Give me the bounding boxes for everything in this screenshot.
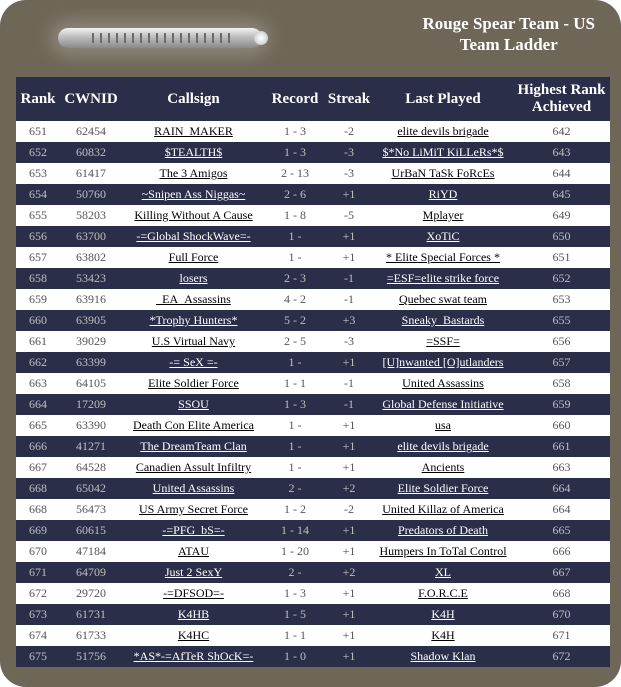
cwnid-cell: 63802 bbox=[60, 247, 122, 268]
record-cell: 1 - 1 bbox=[265, 625, 325, 646]
callsign-link[interactable]: -=Global ShockWave=- bbox=[136, 229, 251, 243]
last-played-link[interactable]: Shadow Klan bbox=[410, 649, 476, 663]
callsign-link[interactable]: Killing Without A Cause bbox=[134, 208, 253, 222]
cwnid-cell: 47184 bbox=[60, 541, 122, 562]
cwnid-cell: 61417 bbox=[60, 163, 122, 184]
table-row bbox=[16, 121, 610, 142]
highest-rank-cell: 650 bbox=[513, 226, 610, 247]
table-row bbox=[16, 289, 610, 310]
cwnid-cell: 29720 bbox=[60, 583, 122, 604]
record-cell: 1 - 5 bbox=[265, 604, 325, 625]
callsign-link[interactable]: *AS*-=AfTeR ShOcK=- bbox=[133, 649, 254, 663]
last-played-cell bbox=[373, 289, 513, 310]
highest-rank-cell: 672 bbox=[513, 646, 610, 667]
last-played-cell bbox=[373, 625, 513, 646]
callsign-link[interactable]: US Army Secret Force bbox=[139, 502, 248, 516]
streak-cell: +1 bbox=[325, 415, 373, 436]
table-row bbox=[16, 436, 610, 457]
last-played-cell bbox=[373, 415, 513, 436]
callsign-cell bbox=[122, 142, 265, 163]
table-row bbox=[16, 646, 610, 667]
table-row bbox=[16, 268, 610, 289]
last-played-link[interactable]: United Killaz of America bbox=[382, 502, 504, 516]
callsign-link[interactable]: losers bbox=[179, 271, 208, 285]
record-cell: 4 - 2 bbox=[265, 289, 325, 310]
callsign-cell bbox=[122, 583, 265, 604]
rank-cell: 659 bbox=[16, 289, 60, 310]
rank-cell: 660 bbox=[16, 310, 60, 331]
column-header-cwnid: CWNID bbox=[60, 77, 122, 121]
rank-cell: 671 bbox=[16, 562, 60, 583]
cwnid-cell: 56473 bbox=[60, 499, 122, 520]
column-header-last-played: Last Played bbox=[373, 77, 513, 121]
callsign-cell bbox=[122, 121, 265, 142]
streak-cell: -1 bbox=[325, 373, 373, 394]
cwnid-cell: 60832 bbox=[60, 142, 122, 163]
record-cell: 1 - 2 bbox=[265, 499, 325, 520]
table-row bbox=[16, 625, 610, 646]
table-row bbox=[16, 394, 610, 415]
streak-cell: +1 bbox=[325, 520, 373, 541]
last-played-cell bbox=[373, 184, 513, 205]
last-played-cell bbox=[373, 205, 513, 226]
record-cell: 1 - bbox=[265, 436, 325, 457]
callsign-cell bbox=[122, 625, 265, 646]
rank-cell: 662 bbox=[16, 352, 60, 373]
table-row bbox=[16, 163, 610, 184]
streak-cell: +1 bbox=[325, 352, 373, 373]
record-cell: 1 - 8 bbox=[265, 205, 325, 226]
cwnid-cell: 60615 bbox=[60, 520, 122, 541]
cwnid-cell: 63399 bbox=[60, 352, 122, 373]
last-played-cell bbox=[373, 478, 513, 499]
callsign-link[interactable]: The 3 Amigos bbox=[159, 166, 228, 180]
callsign-cell bbox=[122, 520, 265, 541]
cwnid-cell: 50760 bbox=[60, 184, 122, 205]
rank-cell: 668 bbox=[16, 478, 60, 499]
callsign-link[interactable]: $TEALTH$ bbox=[164, 145, 223, 159]
highest-rank-cell: 659 bbox=[513, 394, 610, 415]
callsign-link[interactable]: SSOU bbox=[178, 397, 209, 411]
header bbox=[0, 0, 621, 75]
callsign-link[interactable]: Death Con Elite America bbox=[133, 418, 254, 432]
last-played-cell bbox=[373, 373, 513, 394]
callsign-cell bbox=[122, 184, 265, 205]
cwnid-cell: 64709 bbox=[60, 562, 122, 583]
streak-cell: +3 bbox=[325, 310, 373, 331]
callsign-link[interactable]: ATAU bbox=[177, 544, 210, 558]
callsign-cell bbox=[122, 310, 265, 331]
cwnid-cell: 63390 bbox=[60, 415, 122, 436]
callsign-cell bbox=[122, 646, 265, 667]
rank-cell: 658 bbox=[16, 268, 60, 289]
title-line-2: Team Ladder bbox=[459, 35, 558, 54]
streak-cell: +1 bbox=[325, 184, 373, 205]
last-played-link[interactable]: K4H bbox=[431, 628, 455, 642]
callsign-cell bbox=[122, 247, 265, 268]
last-played-cell bbox=[373, 310, 513, 331]
highest-rank-cell: 644 bbox=[513, 163, 610, 184]
table-row bbox=[16, 457, 610, 478]
callsign-cell bbox=[122, 226, 265, 247]
rank-cell: 672 bbox=[16, 583, 60, 604]
streak-cell: -1 bbox=[325, 289, 373, 310]
record-cell: 2 - 5 bbox=[265, 331, 325, 352]
streak-cell: +1 bbox=[325, 226, 373, 247]
last-played-cell bbox=[373, 247, 513, 268]
streak-cell: +2 bbox=[325, 562, 373, 583]
highest-rank-cell: 655 bbox=[513, 310, 610, 331]
cwnid-cell: 61731 bbox=[60, 604, 122, 625]
cwnid-cell: 62454 bbox=[60, 121, 122, 142]
table-row bbox=[16, 415, 610, 436]
highest-rank-cell: 668 bbox=[513, 583, 610, 604]
highest-rank-cell: 670 bbox=[513, 604, 610, 625]
last-played-link[interactable]: XoTiC bbox=[426, 229, 460, 243]
record-cell: 1 - bbox=[265, 247, 325, 268]
table-row bbox=[16, 499, 610, 520]
callsign-link[interactable]: United Assassins bbox=[152, 481, 235, 495]
table-row bbox=[16, 541, 610, 562]
header-row bbox=[16, 77, 610, 121]
streak-cell: -2 bbox=[325, 121, 373, 142]
ladder-rows bbox=[16, 121, 610, 667]
callsign-link[interactable]: -=PFG_bS=- bbox=[162, 523, 225, 537]
table-row bbox=[16, 478, 610, 499]
streak-cell: -2 bbox=[325, 499, 373, 520]
record-cell: 1 - 3 bbox=[265, 142, 325, 163]
callsign-link[interactable]: U.S Virtual Navy bbox=[151, 334, 236, 348]
cwnid-cell: 58203 bbox=[60, 205, 122, 226]
callsign-cell bbox=[122, 457, 265, 478]
callsign-link[interactable]: Full Force bbox=[168, 250, 219, 264]
last-played-link[interactable]: Quebec swat team bbox=[399, 292, 487, 306]
column-header-rank: Rank bbox=[16, 77, 60, 121]
last-played-link[interactable]: Mplayer bbox=[422, 208, 464, 222]
callsign-link[interactable]: ~Snipen Ass Niggas~ bbox=[141, 187, 246, 201]
column-header-record: Record bbox=[265, 77, 325, 121]
last-played-cell bbox=[373, 436, 513, 457]
callsign-link[interactable]: -= SeX =- bbox=[169, 355, 218, 369]
last-played-link[interactable]: Predators of Death bbox=[398, 523, 488, 537]
title-line-1: Rouge Spear Team - US bbox=[422, 14, 595, 33]
last-played-link[interactable]: United Assassins bbox=[402, 376, 484, 390]
rank-cell: 655 bbox=[16, 205, 60, 226]
callsign-link[interactable]: Elite Soldier Force bbox=[148, 376, 239, 390]
highest-rank-cell: 663 bbox=[513, 457, 610, 478]
highest-rank-cell: 660 bbox=[513, 415, 610, 436]
cwnid-cell: 65042 bbox=[60, 478, 122, 499]
record-cell: 2 - bbox=[265, 478, 325, 499]
last-played-cell bbox=[373, 562, 513, 583]
last-played-link[interactable]: =ESF=elite strike force bbox=[386, 271, 500, 285]
table-row bbox=[16, 226, 610, 247]
record-cell: 2 - bbox=[265, 562, 325, 583]
callsign-cell bbox=[122, 499, 265, 520]
table-row bbox=[16, 520, 610, 541]
last-played-cell bbox=[373, 646, 513, 667]
last-played-cell bbox=[373, 394, 513, 415]
last-played-cell bbox=[373, 352, 513, 373]
table-row bbox=[16, 247, 610, 268]
last-played-link[interactable]: K4H bbox=[431, 607, 455, 621]
callsign-cell bbox=[122, 562, 265, 583]
streak-cell: +1 bbox=[325, 646, 373, 667]
rank-cell: 656 bbox=[16, 226, 60, 247]
cwnid-cell: 41271 bbox=[60, 436, 122, 457]
rank-cell: 673 bbox=[16, 604, 60, 625]
callsign-cell bbox=[122, 415, 265, 436]
cwnid-cell: 61733 bbox=[60, 625, 122, 646]
rank-cell: 674 bbox=[16, 625, 60, 646]
record-cell: 1 - 3 bbox=[265, 394, 325, 415]
last-played-cell bbox=[373, 457, 513, 478]
record-cell: 1 - bbox=[265, 457, 325, 478]
cwnid-cell: 63905 bbox=[60, 310, 122, 331]
last-played-link[interactable]: Elite Soldier Force bbox=[397, 481, 489, 495]
sword-logo-icon bbox=[58, 28, 262, 48]
streak-cell: -1 bbox=[325, 268, 373, 289]
last-played-link[interactable]: F.O.R.C.E bbox=[418, 586, 468, 600]
last-played-link[interactable]: $*No LiMiT KiLLeRs*$ bbox=[382, 145, 504, 159]
last-played-link[interactable]: usa bbox=[435, 418, 451, 432]
streak-cell: -3 bbox=[325, 163, 373, 184]
streak-cell: +1 bbox=[325, 247, 373, 268]
cwnid-cell: 63916 bbox=[60, 289, 122, 310]
highest-rank-cell: 657 bbox=[513, 352, 610, 373]
last-played-link[interactable]: RiYD bbox=[428, 187, 458, 201]
record-cell: 2 - 13 bbox=[265, 163, 325, 184]
last-played-link[interactable]: Humpers In ToTal Control bbox=[379, 544, 507, 558]
table-row bbox=[16, 373, 610, 394]
cwnid-cell: 64528 bbox=[60, 457, 122, 478]
highest-rank-cell: 661 bbox=[513, 436, 610, 457]
last-played-link[interactable]: Sneaky_Bastards bbox=[401, 313, 485, 327]
last-played-link[interactable]: Ancients bbox=[421, 460, 465, 474]
column-header-highest-rank: Highest Rank Achieved bbox=[513, 77, 610, 121]
rank-cell: 653 bbox=[16, 163, 60, 184]
highest-rank-cell: 664 bbox=[513, 478, 610, 499]
streak-cell: +1 bbox=[325, 436, 373, 457]
record-cell: 2 - 3 bbox=[265, 268, 325, 289]
last-played-cell bbox=[373, 226, 513, 247]
rank-cell: 663 bbox=[16, 373, 60, 394]
highest-rank-cell: 658 bbox=[513, 373, 610, 394]
callsign-link[interactable]: -=DFSOD=- bbox=[163, 586, 224, 600]
callsign-link[interactable]: K4HC bbox=[177, 628, 210, 642]
highest-rank-cell: 642 bbox=[513, 121, 610, 142]
callsign-cell bbox=[122, 604, 265, 625]
cwnid-cell: 17209 bbox=[60, 394, 122, 415]
callsign-link[interactable]: RAIN_MAKER bbox=[154, 124, 233, 138]
streak-cell: -1 bbox=[325, 394, 373, 415]
ladder-table bbox=[16, 77, 610, 667]
table-row bbox=[16, 205, 610, 226]
page-title bbox=[422, 13, 595, 55]
last-played-cell bbox=[373, 583, 513, 604]
table-row bbox=[16, 331, 610, 352]
record-cell: 1 - bbox=[265, 352, 325, 373]
highest-rank-cell: 664 bbox=[513, 499, 610, 520]
callsign-cell bbox=[122, 394, 265, 415]
callsign-cell bbox=[122, 478, 265, 499]
streak-cell: +1 bbox=[325, 583, 373, 604]
table-row bbox=[16, 310, 610, 331]
record-cell: 1 - bbox=[265, 415, 325, 436]
callsign-cell bbox=[122, 205, 265, 226]
rank-cell: 652 bbox=[16, 142, 60, 163]
last-played-cell bbox=[373, 331, 513, 352]
callsign-cell bbox=[122, 268, 265, 289]
table-row bbox=[16, 142, 610, 163]
cwnid-cell: 63700 bbox=[60, 226, 122, 247]
column-header-callsign: Callsign bbox=[122, 77, 265, 121]
callsign-cell bbox=[122, 289, 265, 310]
record-cell: 1 - 3 bbox=[265, 583, 325, 604]
cwnid-cell: 39029 bbox=[60, 331, 122, 352]
callsign-cell bbox=[122, 541, 265, 562]
last-played-link[interactable]: * Elite Special Forces * bbox=[386, 250, 500, 264]
highest-rank-cell: 666 bbox=[513, 541, 610, 562]
last-played-cell bbox=[373, 121, 513, 142]
highest-rank-cell: 652 bbox=[513, 268, 610, 289]
highest-rank-cell: 649 bbox=[513, 205, 610, 226]
last-played-link[interactable]: elite devils brigade bbox=[397, 439, 489, 453]
record-cell: 1 - 1 bbox=[265, 373, 325, 394]
highest-rank-cell: 665 bbox=[513, 520, 610, 541]
callsign-cell bbox=[122, 436, 265, 457]
highest-rank-cell: 643 bbox=[513, 142, 610, 163]
highest-rank-cell: 653 bbox=[513, 289, 610, 310]
cwnid-cell: 53423 bbox=[60, 268, 122, 289]
column-header-streak: Streak bbox=[325, 77, 373, 121]
rank-cell: 666 bbox=[16, 436, 60, 457]
streak-cell: -3 bbox=[325, 142, 373, 163]
last-played-cell bbox=[373, 541, 513, 562]
streak-cell: +1 bbox=[325, 541, 373, 562]
last-played-link[interactable]: elite devils brigade bbox=[397, 124, 489, 138]
last-played-link[interactable]: Global Defense Initiative bbox=[382, 397, 504, 411]
callsign-link[interactable]: The DreamTeam Clan bbox=[140, 439, 247, 453]
rank-cell: 667 bbox=[16, 457, 60, 478]
record-cell: 1 - 0 bbox=[265, 646, 325, 667]
rank-cell: 670 bbox=[16, 541, 60, 562]
callsign-link[interactable]: Canadien Assult Infiltry bbox=[135, 460, 252, 474]
rank-cell: 654 bbox=[16, 184, 60, 205]
streak-cell: +1 bbox=[325, 604, 373, 625]
callsign-link[interactable]: *Trophy Hunters* bbox=[149, 313, 238, 327]
cwnid-cell: 64105 bbox=[60, 373, 122, 394]
table-row bbox=[16, 562, 610, 583]
last-played-cell bbox=[373, 268, 513, 289]
callsign-cell bbox=[122, 352, 265, 373]
streak-cell: +2 bbox=[325, 478, 373, 499]
table-row bbox=[16, 352, 610, 373]
rank-cell: 675 bbox=[16, 646, 60, 667]
streak-cell: +1 bbox=[325, 457, 373, 478]
record-cell: 1 - bbox=[265, 226, 325, 247]
rank-cell: 669 bbox=[16, 520, 60, 541]
table-row bbox=[16, 184, 610, 205]
table-row bbox=[16, 583, 610, 604]
callsign-cell bbox=[122, 331, 265, 352]
record-cell: 1 - 20 bbox=[265, 541, 325, 562]
highest-rank-cell: 656 bbox=[513, 331, 610, 352]
streak-cell: +1 bbox=[325, 625, 373, 646]
streak-cell: -3 bbox=[325, 331, 373, 352]
rank-cell: 665 bbox=[16, 415, 60, 436]
cwnid-cell: 51756 bbox=[60, 646, 122, 667]
last-played-link[interactable]: =SSF= bbox=[426, 334, 460, 348]
rank-cell: 651 bbox=[16, 121, 60, 142]
rank-cell: 661 bbox=[16, 331, 60, 352]
highest-rank-cell: 671 bbox=[513, 625, 610, 646]
record-cell: 1 - 3 bbox=[265, 121, 325, 142]
last-played-cell bbox=[373, 499, 513, 520]
rank-cell: 668 bbox=[16, 499, 60, 520]
last-played-cell bbox=[373, 520, 513, 541]
rank-cell: 657 bbox=[16, 247, 60, 268]
highest-rank-cell: 645 bbox=[513, 184, 610, 205]
streak-cell: -5 bbox=[325, 205, 373, 226]
highest-rank-cell: 667 bbox=[513, 562, 610, 583]
callsign-link[interactable]: Just 2 SexY bbox=[164, 565, 223, 579]
highest-rank-cell: 651 bbox=[513, 247, 610, 268]
callsign-cell bbox=[122, 373, 265, 394]
last-played-cell bbox=[373, 604, 513, 625]
record-cell: 2 - 6 bbox=[265, 184, 325, 205]
last-played-cell bbox=[373, 142, 513, 163]
last-played-link[interactable]: UrBaN TaSk FoRcEs bbox=[391, 166, 495, 180]
callsign-cell bbox=[122, 163, 265, 184]
callsign-link[interactable]: _EA_Assassins bbox=[156, 292, 231, 306]
last-played-link[interactable]: [U]nwanted [O]utlanders bbox=[382, 355, 504, 369]
last-played-cell bbox=[373, 163, 513, 184]
last-played-link[interactable]: XL bbox=[435, 565, 451, 579]
rank-cell: 664 bbox=[16, 394, 60, 415]
callsign-link[interactable]: K4HB bbox=[177, 607, 210, 621]
record-cell: 1 - 14 bbox=[265, 520, 325, 541]
table-row bbox=[16, 604, 610, 625]
record-cell: 5 - 2 bbox=[265, 310, 325, 331]
